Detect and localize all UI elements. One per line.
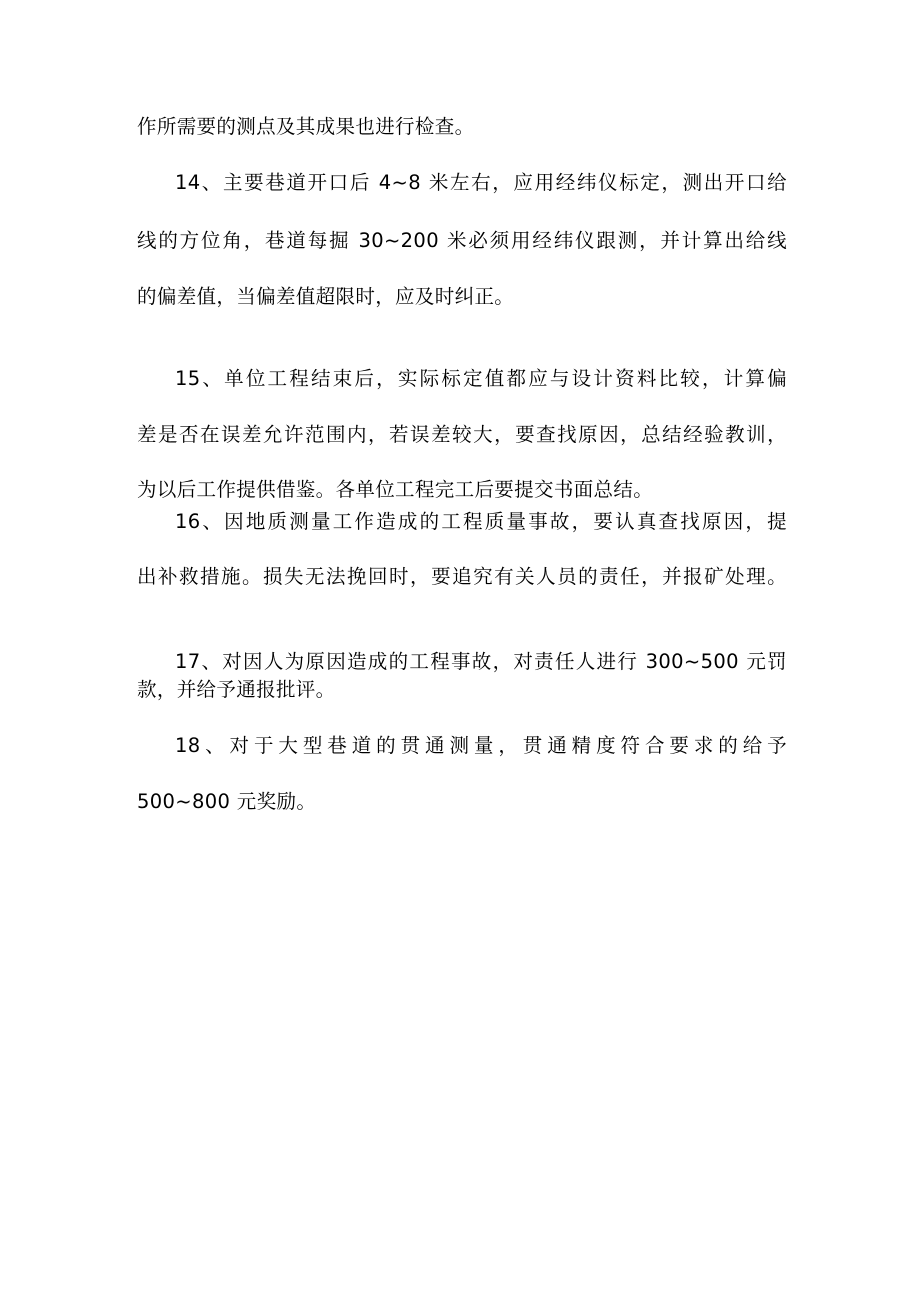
paragraph-18-line-2: 500~800 元奖励。 <box>137 790 317 813</box>
paragraph-14-line-1: 14、主要巷道开口后 4~8 米左右，应用经纬仪标定，测出开口给 <box>175 171 787 194</box>
paragraph-16-line-1-visible: 16、因地质测量工作造成的工程质量事故，要认真查找原因，提 <box>175 510 787 533</box>
paragraph-14-line-3: 的偏差值，当偏差值超限时，应及时纠正。 <box>137 285 515 308</box>
paragraph-14-line-2: 线的方位角，巷道每掘 30~200 米必须用经纬仪跟测，并计算出给线 <box>137 229 787 252</box>
paragraph-17-line-1: 17、对因人为原因造成的工程事故，对责任人进行 300~500 元罚 <box>175 650 787 673</box>
paragraph-15-line-1: 15、单位工程结束后，实际标定值都应与设计资料比较，计算偏 <box>175 367 787 390</box>
paragraph-17-line-2: 款，并给予通报批评。 <box>137 678 336 701</box>
paragraph-15-line-2: 差是否在误差允许范围内，若误差较大，要查找原因，总结经验教训， <box>137 423 787 446</box>
paragraph-16-line-2: 出补救措施。损失无法挽回时，要追究有关人员的责任，并报矿处理。 <box>137 565 787 588</box>
paragraph-15-line-3: 为以后工作提供借鉴。各单位工程完工后要提交书面总结。 <box>137 478 654 501</box>
text-line-1: 作所需要的测点及其成果也进行检查。 <box>137 115 475 138</box>
paragraph-18-line-1: 18、对于大型巷道的贯通测量，贯通精度符合要求的给予 <box>175 734 787 757</box>
